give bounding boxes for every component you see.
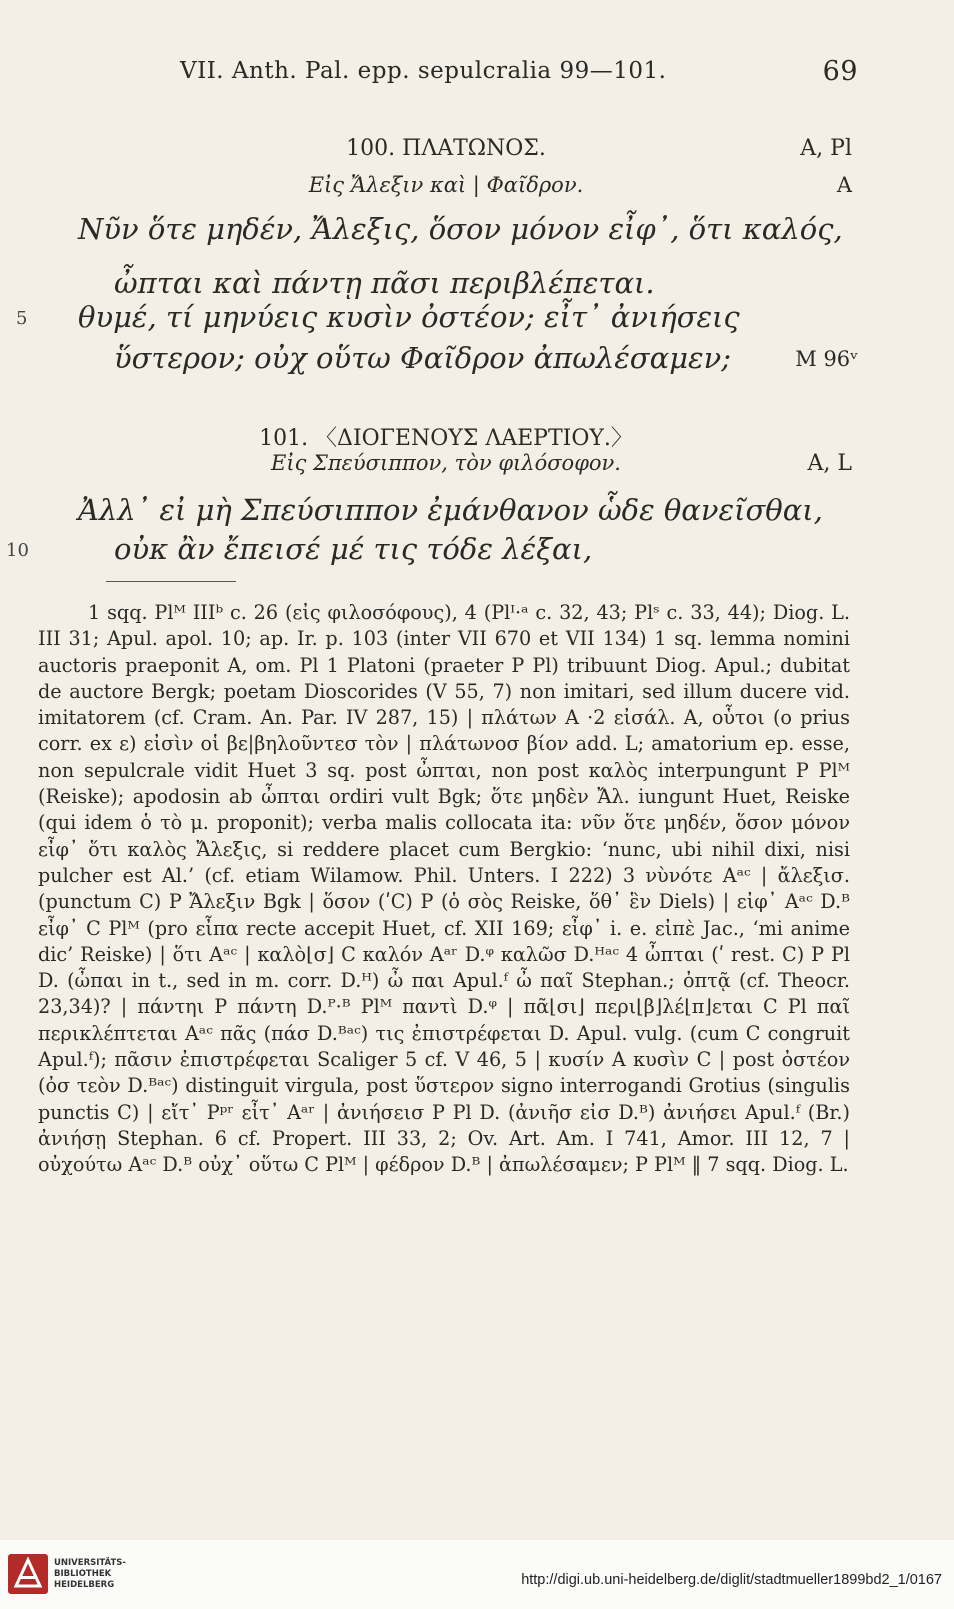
- university-library-logo-icon: [6, 1552, 50, 1596]
- epigram-100-sources: A, Pl: [800, 136, 852, 161]
- epigram-100-lemma: Εἰς Ἄλεξιν καὶ | Φαῖδρον.: [308, 173, 584, 197]
- epigram-101-lemma: Εἰς Σπεύσιππον, τὸν φιλόσοφον.: [271, 451, 621, 475]
- epigram-100-lemma-source: A: [836, 173, 852, 197]
- library-name-line-1: UNIVERSITÄTS-: [54, 1558, 126, 1568]
- verse-line-6: Ἀλλ᾽ εἰ μὴ Σπεύσιππον ἐμάνθανον ὧδε θανεῖσθαι,: [78, 493, 823, 527]
- verse-line-7-wrap: [6, 532, 894, 566]
- library-name-line-2: BIBLIOTHEK: [54, 1569, 112, 1579]
- running-title: VII. Anth. Pal. epp. sepulcralia 99—101.: [180, 58, 667, 84]
- epigram-101-sources: A, L: [807, 451, 852, 476]
- apparatus-text: 1 sqq. Plᴹ IIIᵇ c. 26 (εἰς φιλοσόφους), 4 (Plᴵ·ᵃ c. 32, 43; Plˢ c. 33, 44); Diog. L. III 31; Apul. apol. 10; ap. Ir. p. 103 (inter VII 670 et VII 134) 1 sq. lemma nomini auctoris praeponit A, om. Pl 1 Platoni (praeter P Pl) tribuunt Diog. Apul.; dubitat de auctore Bergk; poetam Dioscorides (V 55, 7) non imitari, sed illum ducere vid. imitatorem (cf. Cram. An. Par. IV 287, 15) | πλάτων A ·2 εἰσάλ. A, οὗτοι (ο prius corr. ex ε) εἰσὶν οἱ βε|βηλοῦντεσ τὸν | πλάτωνοσ βίον add. L; amatorium ep. esse, non sepulcrale vidit Huet 3 sq. post ὦπται, non post καλὸς interpungunt P Plᴹ (Reiske); apodosin ab ὦπται ordiri vult Bgk; ὅτε μηδὲν Ἄλ. iungunt Huet, Reiske (qui idem ὁ τὸ μ. proponit); verba malis collocata ita: νῦν ὅτε μηδέν, ὅσον μόνον εἶφ᾽ ὅτι καλὸς Ἄλεξις, si reddere placet cum Bergkio: ‘nunc, ubi nihil dixi, nisi pulcher est Al.’ (cf. etiam Wilamow. Phil. Unters. I 222) 3 νὺνότε Aᵃᶜ | ἄλεξισ. (punctum C) P Ἄλεξιν Bgk | ὅσον (ʹC) P (ὁ σὸς Reiske, ὅθ᾽ ἓν Diels) | εἰφ᾽ Aᵃᶜ D.ᴮ εἶφ᾽ C Plᴹ (pro εἶπα recte accepit Huet, cf. XII 169; εἶφ᾽ i. e. εἰπὲ Jac., ‘mi anime dic’ Reiske) | ὅτι Aᵃᶜ | καλὸ⌊σ⌋ C καλόν Aᵃʳ D.ᵠ καλῶσ D.ᴴᵃᶜ 4 ὦπται (ʹ rest. C) P Pl D. (ὦπαι in t., sed in m. corr. D.ᴴ) ὦ παι Apul.ᶠ ὦ παῖ Stephan.; ὀπτᾷ (cf. Theocr. 23,34)? | πάντηι P πάντη D.ᴾ·ᴮ Plᴹ παντὶ D.ᵠ | πᾶ⌊σι⌋ περι⌊β⌋λέ⌊π⌋εται C Pl παῖ περικλέπτεται Aᵃᶜ πᾶς (πάσ D.ᴮᵃᶜ) τις ἐπιστρέφεται D. Apul. vulg. (cum C congruit Apul.ᶠ); πᾶσιν ἐπιστρέφεται Scaliger 5 cf. V 46, 5 | κυσίν A κυσὶν C | post ὀστέον (ὀσ τεὸν D.ᴮᵃᶜ) distinguit virgula, post ὕστερον signo interrogandi Grotius (singulis punctis C) | εἴτ᾽ Pᵖʳ εἶτ᾽ Aᵃʳ | ἀνιήσεισ P Pl D. (ἀνιῆσ εἰσ D.ᴮ) ἀνιήσει Apul.ᶠ (Br.) ἀνιήσῃ Stephan. 6 cf. Propert. III 33, 2; Ov. Art. Am. I 741, Amor. III 12, 7 | οὐχούτω Aᵃᶜ D.ᴮ οὐχ᾽ οὕτω C Plᴹ | φέδρον D.ᴮ | ἀπωλέσαμεν; P Plᴹ ‖ 7 sqq. Diog. L.: [38, 601, 850, 1177]
- digitization-footer: [0, 1540, 954, 1609]
- apparatus-divider: [106, 581, 236, 582]
- page-number: 69: [822, 56, 858, 87]
- manuscript-margin-note: M 96ᵛ: [795, 347, 858, 371]
- verse-line-1: Νῦν ὅτε μηδέν, Ἄλεξις, ὅσον μόνον εἶφ᾽, ὅτι καλός,: [78, 212, 843, 246]
- verse-line-2: ὦπται καὶ πάντῃ πᾶσι περιβλέπεται.: [114, 266, 655, 300]
- verse-line-3: θυμέ, τί μηνύεις κυσὶν ὀστέον; εἶτ᾽ ἀνιήσεις: [78, 300, 740, 334]
- library-name: [54, 1558, 126, 1591]
- epigram-101-title: 101. 〈ΔΙΟΓΕΝΟΥΣ ΛΑΕΡΤΙΟΥ.〉: [259, 426, 633, 451]
- line-number-10: 10: [6, 540, 29, 561]
- epigram-100-heading: [40, 136, 852, 161]
- epigram-100-title: 100. ΠΛΑΤΩΝΟΣ.: [346, 136, 546, 161]
- library-name-line-3: HEIDELBERG: [54, 1580, 115, 1590]
- verse-line-7: οὐκ ἂν ἔπεισέ μέ τις τόδε λέξαι,: [114, 532, 593, 566]
- source-url-link[interactable]: http://digi.ub.uni-heidelberg.de/diglit/stadtmueller1899bd2_1/0167: [521, 1572, 942, 1588]
- line-number-5: 5: [16, 308, 28, 329]
- verse-line-3-wrap: [16, 300, 858, 334]
- epigram-100-lemma-line: [40, 173, 852, 197]
- critical-apparatus: [38, 600, 850, 1179]
- verse-line-4: ὕστερον; οὐχ οὕτω Φαῖδρον ἀπωλέσαμεν;: [114, 341, 732, 375]
